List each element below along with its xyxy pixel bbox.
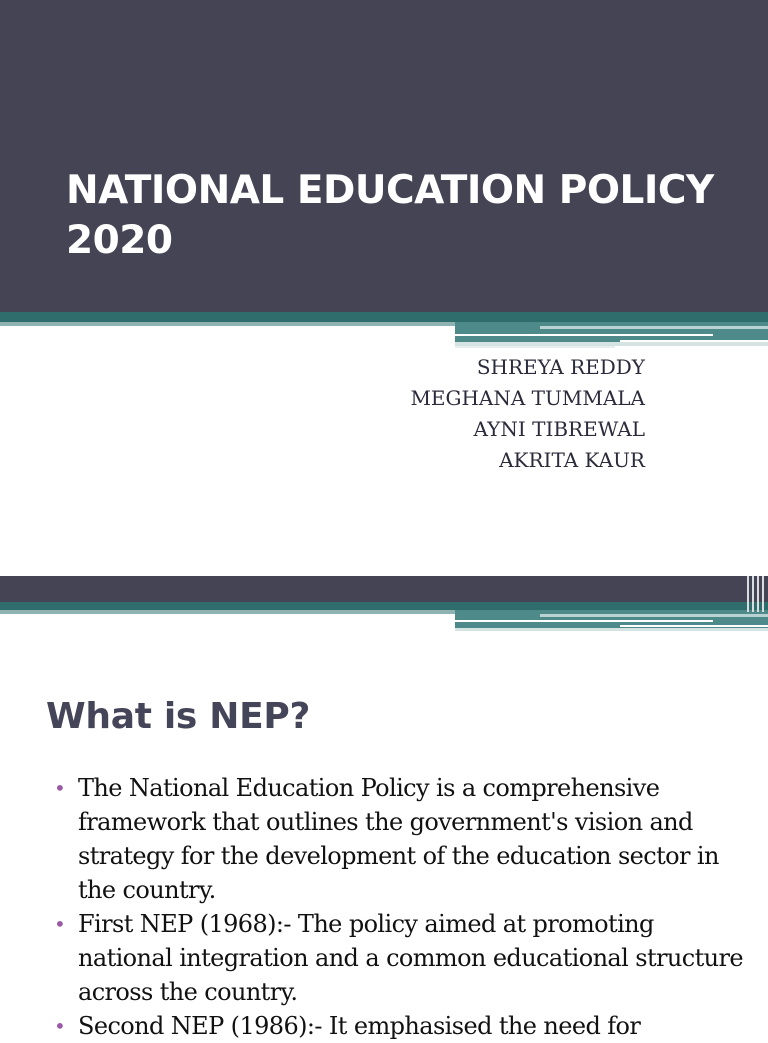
list-item [54, 907, 744, 1009]
author-name: SHREYA REDDY [476, 355, 645, 379]
bullet-marker: • [54, 776, 66, 800]
decorative-stripe [0, 312, 768, 322]
list-item [54, 1009, 744, 1043]
author-name: AYNI TIBREWAL [473, 417, 645, 441]
slide-heading: What is NEP? [46, 696, 311, 737]
decorative-stripe [620, 625, 768, 627]
bullet-list [54, 771, 744, 1043]
decorative-stripe [0, 602, 768, 610]
decorative-stripe [540, 326, 768, 329]
list-item-text: Second NEP (1986):- It emphasised the need for [78, 1012, 641, 1040]
list-item-text: The National Education Policy is a comprehensive framework that outlines the government's vision and strategy for the development of the education sector in the country. [78, 774, 719, 904]
author-list [245, 352, 645, 476]
content-slide [0, 576, 768, 1040]
decorative-stripe [540, 614, 768, 617]
slide-title-line-1: NATIONAL EDUCATION POLICY [66, 168, 714, 213]
author-name: MEGHANA TUMMALA [410, 386, 645, 410]
decorative-stripe [455, 620, 713, 622]
bullet-marker: • [54, 912, 66, 936]
list-item [54, 771, 744, 907]
author-name: AKRITA KAUR [499, 448, 645, 472]
decorative-stripe [455, 346, 615, 348]
decorative-stripe [455, 322, 768, 342]
list-item-text: First NEP (1968):- The policy aimed at promoting national integration and a common educational structure across the country. [78, 910, 743, 1006]
slide-title [66, 166, 726, 266]
decorative-stripe [455, 334, 713, 336]
decorative-stripe [0, 576, 768, 602]
slide-title-line-2: 2020 [66, 218, 173, 263]
bullet-marker: • [54, 1014, 66, 1038]
decorative-vertical-lines [745, 576, 768, 612]
decorative-stripe [455, 628, 768, 631]
